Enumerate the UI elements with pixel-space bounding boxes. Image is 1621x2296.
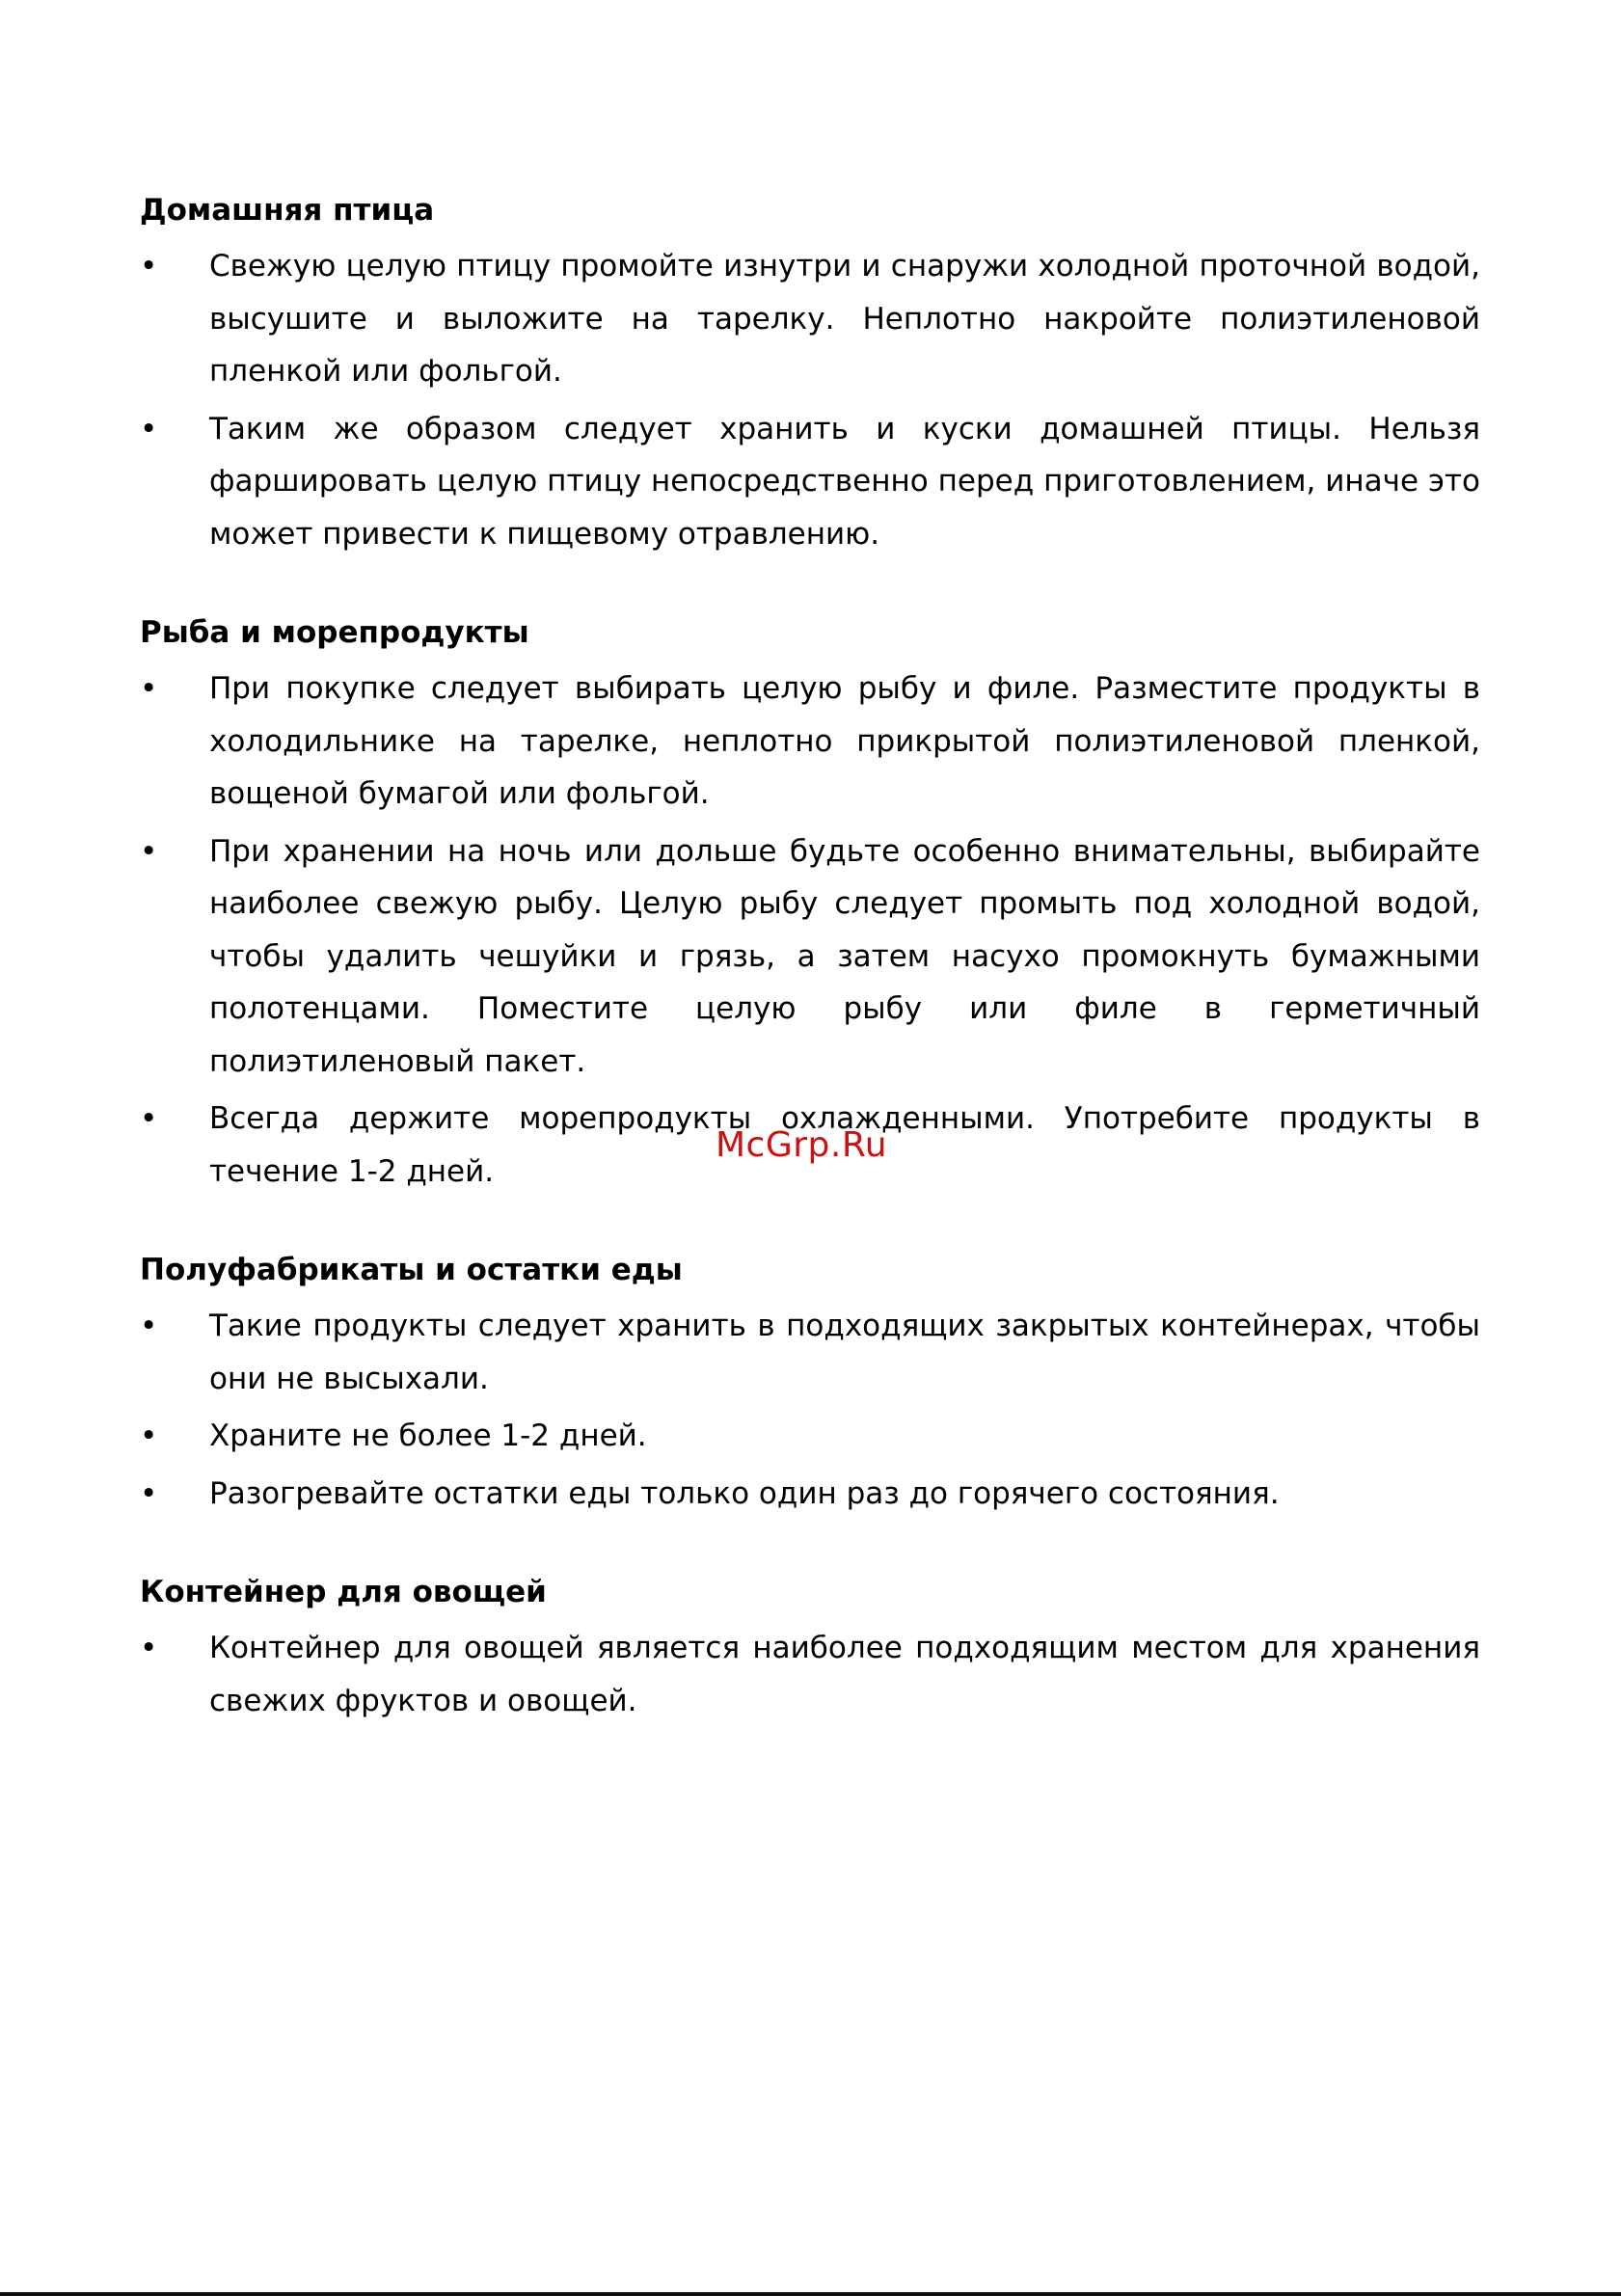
list-item-text: Контейнер для овощей является наиболее подходящим местом для хранения свежих фруктов и овощей.	[209, 1631, 1480, 1718]
list-item-text: При хранении на ночь или дольше будьте особенно внимательны, выбирайте наиболее свежую рыбу. Целую рыбу следует промыть под холодной водой, чтобы удалить чешуйки и грязь, а затем насухо промокнуть бумажными полотенцами. Поместите целую рыбу или филе в герметичный полиэтиленовый пакет.	[209, 833, 1480, 1079]
section-poultry	[140, 188, 1480, 560]
list-item	[140, 240, 1480, 398]
list-item-text: Храните не более 1-2 дней.	[209, 1418, 647, 1453]
bullet-icon: •	[140, 1418, 158, 1453]
list-item	[140, 403, 1480, 561]
watermark: McGrp.Ru	[716, 1125, 888, 1165]
section-fish-seafood	[140, 610, 1480, 1198]
list-item	[140, 1300, 1480, 1405]
list-item	[140, 662, 1480, 821]
list-item-text: Всегда держите морепродукты охлажденными. Употребите продукты в течение 1-2 дней.	[209, 1101, 1480, 1189]
bottom-border-line	[0, 2292, 1621, 2296]
section-heading: Контейнер для овощей	[140, 1575, 547, 1609]
list-item	[140, 1622, 1480, 1727]
bullet-list	[140, 240, 1480, 560]
bullet-icon: •	[140, 671, 158, 706]
section-leftovers	[140, 1248, 1480, 1520]
list-item-text: Таким же образом следует хранить и куски домашней птицы. Нельзя фаршировать целую птицу непосредственно перед приготовлением, иначе это может привести к пищевому отравлению.	[209, 411, 1480, 552]
bullet-icon: •	[140, 833, 158, 869]
section-heading: Полуфабрикаты и остатки еды	[140, 1253, 683, 1287]
bullet-icon: •	[140, 249, 158, 284]
bullet-list	[140, 1300, 1480, 1520]
section-heading: Рыба и морепродукты	[140, 615, 529, 650]
bullet-list	[140, 662, 1480, 1198]
list-item-text: Такие продукты следует хранить в подходящих закрытых контейнерах, чтобы они не высыхали.	[209, 1309, 1480, 1396]
list-item-text: Разогревайте остатки еды только один раз до горячего состояния.	[209, 1475, 1280, 1511]
list-item	[140, 1410, 1480, 1463]
list-item	[140, 1468, 1480, 1521]
bullet-icon: •	[140, 1631, 158, 1665]
bullet-icon: •	[140, 1309, 158, 1343]
list-item	[140, 825, 1480, 1089]
bullet-icon: •	[140, 1101, 158, 1136]
bullet-icon: •	[140, 1475, 158, 1511]
list-item-text: При покупке следует выбирать целую рыбу и филе. Разместите продукты в холодильнике на тарелке, неплотно прикрытой полиэтиленовой пленкой, вощеной бумагой или фольгой.	[209, 671, 1480, 811]
document-body	[140, 188, 1480, 1777]
list-item-text: Свежую целую птицу промойте изнутри и снаружи холодной проточной водой, высушите и выложите на тарелку. Неплотно накройте полиэтиленовой пленкой или фольгой.	[209, 249, 1480, 389]
section-vegetable-container	[140, 1570, 1480, 1727]
bullet-icon: •	[140, 411, 158, 446]
bullet-list	[140, 1622, 1480, 1727]
section-heading: Домашняя птица	[140, 193, 435, 228]
